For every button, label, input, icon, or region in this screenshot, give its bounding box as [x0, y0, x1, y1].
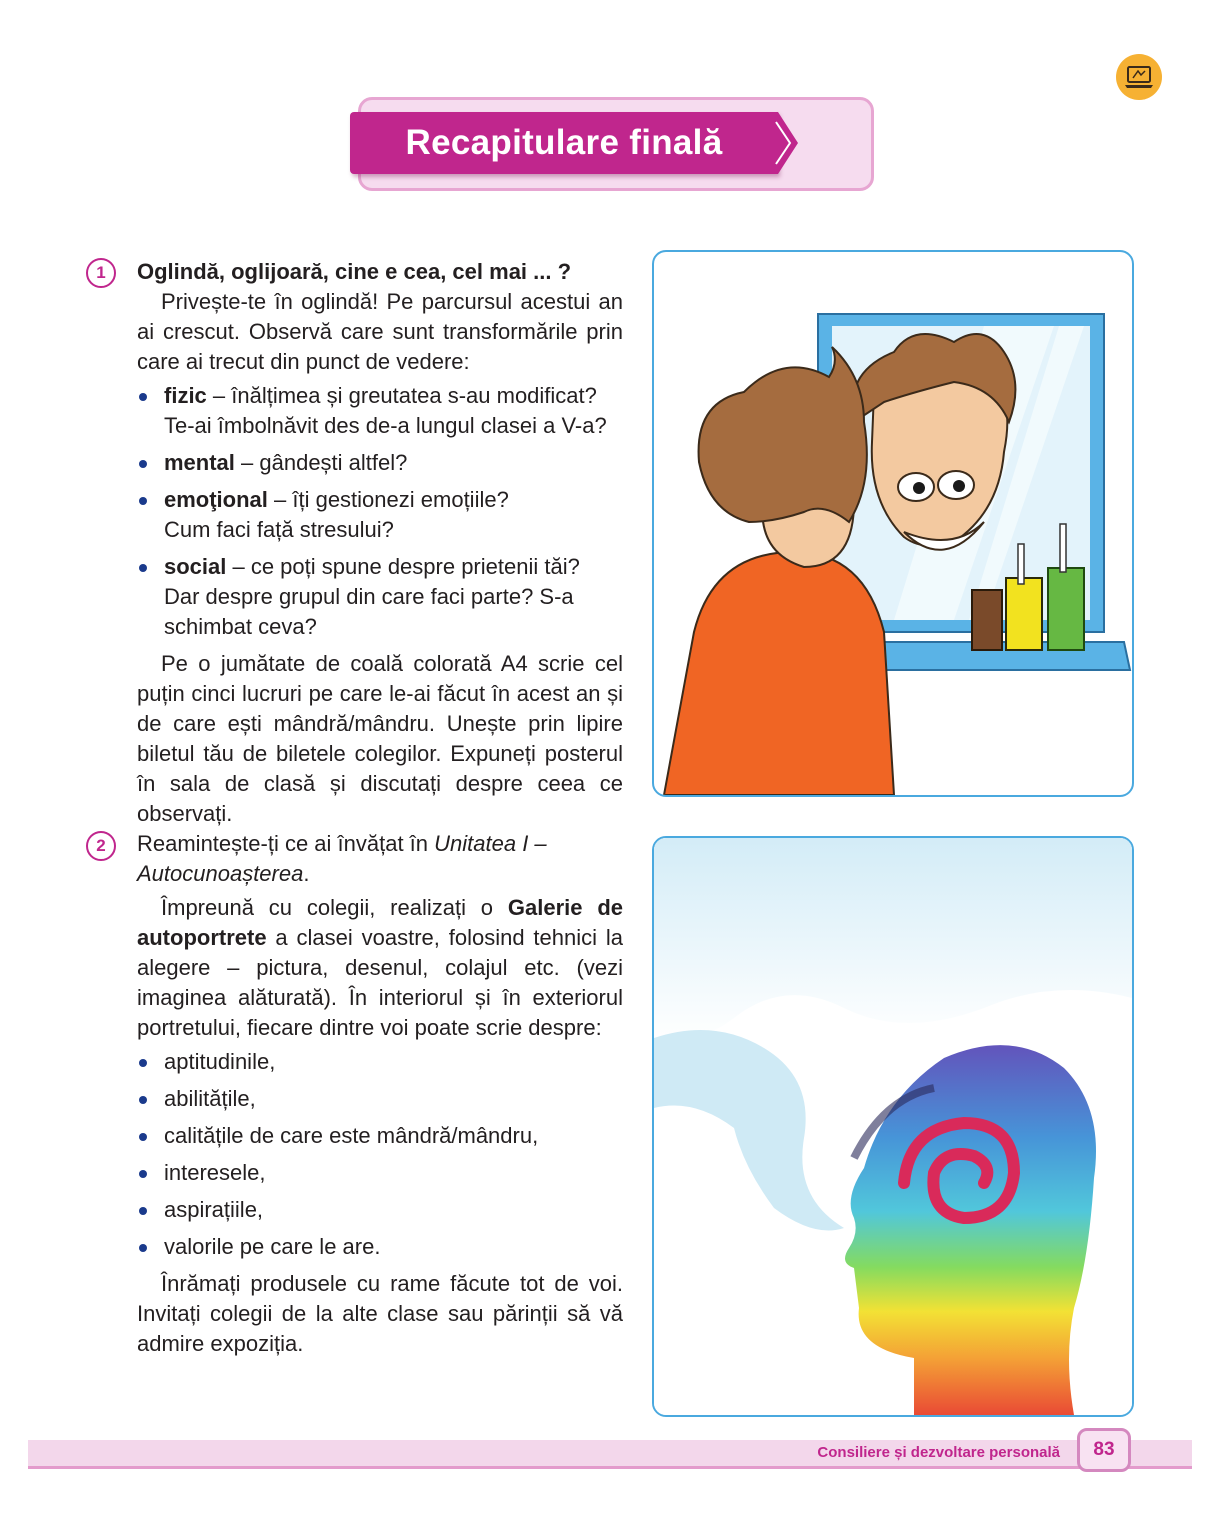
exercise-2-closing: Înrămați produsele cu rame făcute tot de voi. Invitați colegii de la alte clase sau părinții să vă admire expoziția.: [137, 1271, 623, 1356]
item-text: – ce poți spune despre prietenii tăi? Dar despre grupul din care faci parte? S-a schimbat ceva?: [164, 554, 580, 639]
item-term: fizic: [164, 383, 207, 408]
item-term: emoţional: [164, 487, 268, 512]
watercolor-head-image: [654, 838, 1132, 1415]
watercolor-illustration: [652, 836, 1134, 1417]
list-item: [137, 448, 623, 478]
list-item: [137, 381, 623, 441]
p1-text-end: a clasei voastre, folosind tehnici la alegere – pictura, desenul, colajul etc. (vezi imaginea alăturată). În interiorul și în exteriorul portretului, fiecare dintre voi poate scrie despre:: [137, 925, 623, 1040]
item-text: – gândești altfel?: [234, 450, 408, 475]
p1-text: Împreună cu colegii, realizați o: [161, 895, 508, 920]
intro-text: Reamintește-ți ce ai învățat în: [137, 831, 435, 856]
exercise-2-paragraph: [137, 893, 623, 1043]
list-item: abilitățile,: [137, 1084, 623, 1114]
item-text: – îți gestionezi emoțiile? Cum faci față stresului?: [164, 487, 509, 542]
exercise-1-list: [137, 381, 623, 642]
p1-bold: Galerie de autoportrete: [137, 895, 624, 950]
list-item: interesele,: [137, 1158, 623, 1188]
item-text: – înălțimea și greutatea s-au modificat? Te-ai îmbolnăvit des de-a lungul clasei a V-a?: [164, 383, 607, 438]
item-term: mental: [164, 450, 235, 475]
exercise-1-task: Pe o jumătate de coală colorată A4 scrie cel puțin cinci lucruri pe care le-ai făcut în acest an și de care ești mândră/mândru. Unește prin lipire biletul tău de biletele colegilor. Expuneți posterul în sala de clasă și discutați despre ceea ce observați.: [137, 651, 623, 826]
exercise-2: [137, 829, 623, 1359]
footer-divider: [28, 1466, 1192, 1469]
exercise-2-list: [137, 1047, 623, 1262]
list-item: calitățile de care este mândră/mândru,: [137, 1121, 623, 1151]
exercise-1-heading: Oglindă, oglijoară, cine e cea, cel mai ... ?: [137, 259, 572, 284]
footer-subject: Consiliere și dezvoltare personală: [817, 1444, 1060, 1461]
list-item: aptitudinile,: [137, 1047, 623, 1077]
list-item: [137, 485, 544, 545]
list-item: [137, 552, 594, 642]
intro-unit: Unitatea I – Autocunoașterea: [137, 831, 547, 886]
exercise-2-intro: [137, 829, 557, 889]
page-number: 83: [1077, 1428, 1131, 1472]
exercise-number-1: 1: [86, 258, 116, 288]
exercise-1: [137, 257, 623, 829]
item-term: social: [164, 554, 227, 579]
computer-icon: [1116, 54, 1162, 100]
mirror-boy-image: [654, 252, 1132, 795]
intro-end: .: [303, 861, 310, 886]
page-title: Recapitulare finală: [405, 123, 723, 162]
exercise-number-2: 2: [86, 831, 116, 861]
mirror-illustration: [652, 250, 1134, 797]
exercise-1-intro: Privește-te în oglindă! Pe parcursul acestui an ai crescut. Observă care sunt transformările prin care ai trecut din punct de vedere:: [137, 289, 623, 374]
list-item: aspirațiile,: [137, 1195, 623, 1225]
list-item: valorile pe care le are.: [137, 1232, 623, 1262]
